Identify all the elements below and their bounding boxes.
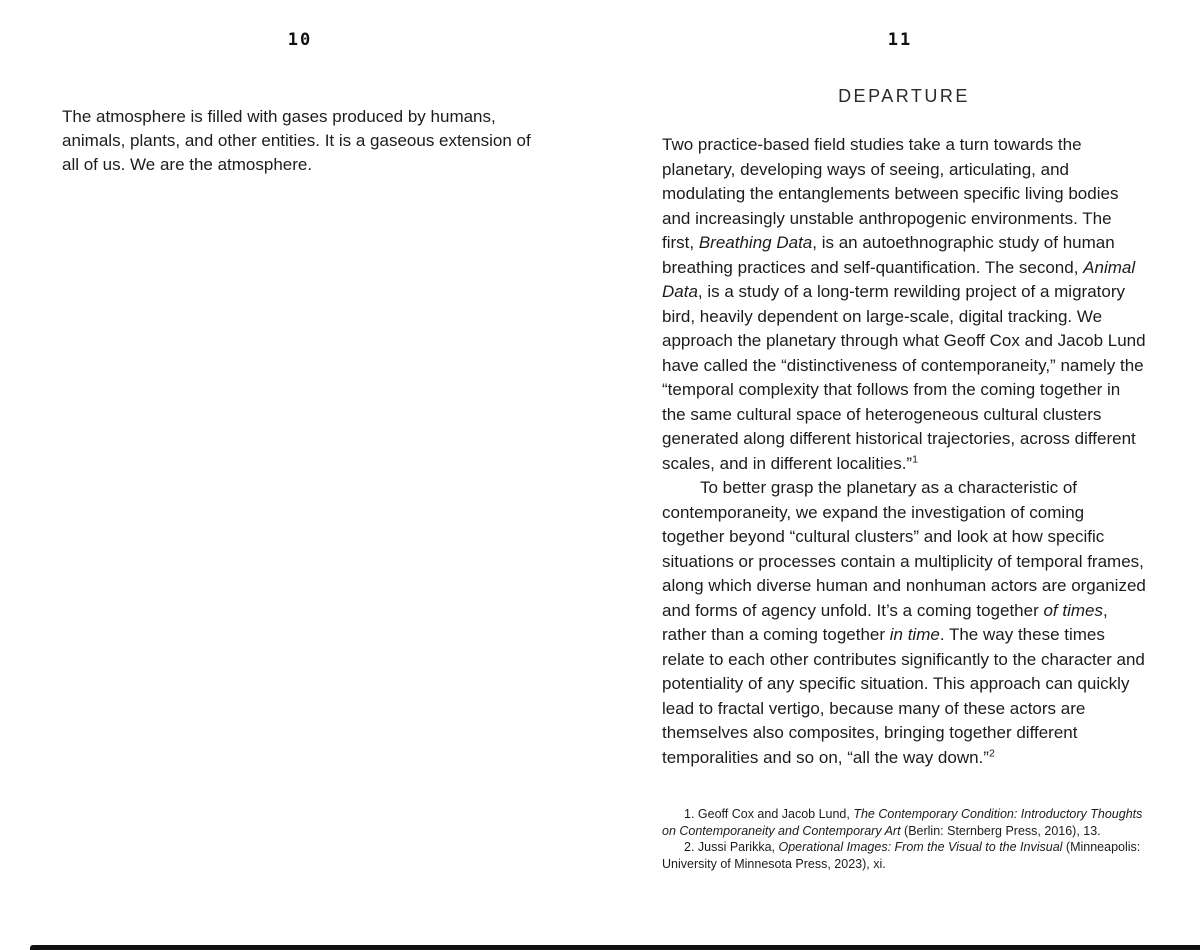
paragraph [662, 133, 1146, 476]
paragraph [662, 476, 1146, 770]
right-page [600, 0, 1200, 950]
footnote-marker: 1 [912, 452, 918, 465]
italic-text: Breathing Data [698, 233, 813, 252]
text-run: , is an autoethnographic study of human breathing practices and self-quantification. The second, [662, 233, 1115, 277]
text-run: , is a study of a long-term rewilding project of a migratory bird, heavily dependent on large-scale, digital tracking. We approach the planetary through what Geoff Cox and Jacob Lund have called the “distinctiveness of contemporaneity,” namely the “temporal complexity that follows from the coming together in the same cultural space of heterogeneous cultural clusters generated along different historical trajectories, across different scales, and in different localities.” [662, 282, 1146, 473]
text-run: To better grasp the planetary as a characteristic of contemporaneity, we expand the investigation of coming together beyond “cultural clusters” and look at how specific situations or processes contain a multiplicity of temporal frames, along which diverse human and nonhuman actors are organized and forms of agency unfold. It’s a coming together [662, 478, 1146, 620]
italic-text: of times [1043, 600, 1103, 620]
text-run: . The way these times relate to each other contributes significantly to the character and potentiality of any specific situation. This approach can quickly lead to fractal vertigo, because many of these actors are themselves also composites, bringing together different temporalities and so on, “all the way down.” [662, 625, 1145, 767]
footnote [662, 806, 1146, 839]
footnote-marker: 2 [988, 746, 995, 759]
footnote [662, 839, 1146, 872]
footnotes [662, 806, 1146, 872]
text-run: (Berlin: Sternberg Press, 2016), 13. [900, 823, 1101, 838]
text-run: Two practice-based field studies take a turn towards the planetary, developing ways of seeing, articulating, and modulating the entanglements between specific living bodies and increasingly unstable anthropogenic environments. The first, [662, 135, 1119, 252]
italic-text: in time [889, 625, 940, 644]
text-run: (Minneapolis: University of Minnesota Press, 2023), xi. [662, 840, 1141, 871]
italic-text: Animal Data [662, 257, 1136, 301]
italic-text: The Contemporary Condition: Introductory Thoughts on Contemporaneity and Contemporary Art [662, 807, 1143, 838]
left-page-number: 10 [287, 30, 313, 50]
right-page-number: 11 [887, 30, 913, 50]
book-edge [30, 945, 1200, 950]
italic-text: Operational Images: From the Visual to the Invisual [778, 840, 1063, 854]
text-run: , rather than a coming together [662, 600, 1108, 644]
text-run: 2. Jussi Parikka, [684, 840, 779, 854]
body-paragraphs [662, 133, 1146, 770]
chapter-title: DEPARTURE [838, 86, 970, 106]
text-run: 1. Geoff Cox and Jacob Lund, [684, 807, 854, 821]
left-page-body: The atmosphere is filled with gases produced by humans, animals, plants, and other entities. It is a gaseous extension of all of us. We are the atmosphere. [62, 107, 531, 174]
right-page-column [662, 86, 1146, 872]
